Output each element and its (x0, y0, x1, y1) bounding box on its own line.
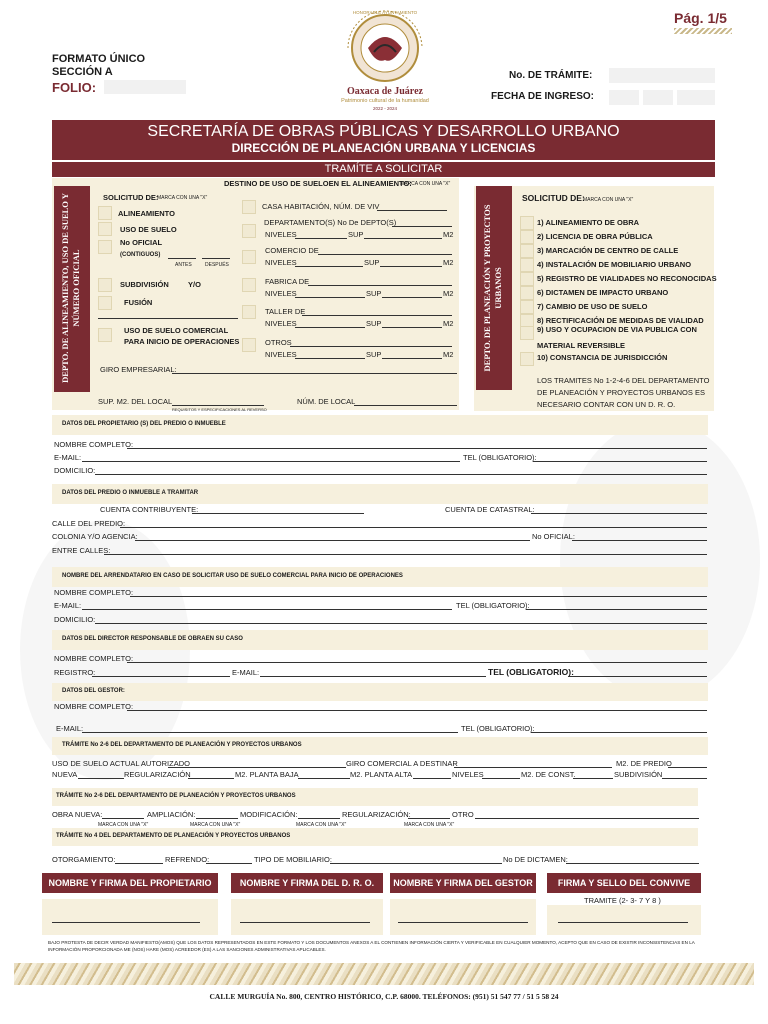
regularizacion-b-label: REGULARIZACIÓN: (342, 810, 411, 819)
fabrica-m2: M2 (443, 289, 454, 298)
cuenta-contribuyente-label: CUENTA CONTRIBUYENTE: (100, 505, 199, 514)
ampliacion-label: AMPLIACIÓN: (147, 810, 196, 819)
firma-dro-line (240, 922, 370, 923)
uso-comercial-checkbox[interactable] (98, 328, 112, 342)
propietario-domicilio-line[interactable] (95, 474, 707, 475)
comercio-sup-line[interactable] (380, 266, 442, 267)
tramite4-header: TRÁMITE No 4 DEL DEPARTAMENTO DE PLANEACIÓN Y PROYECTOS URBANOS (56, 833, 291, 839)
subdivision-26-line[interactable] (662, 778, 707, 779)
propietario-domicilio-label: DOMICILIO: (54, 466, 96, 475)
arrendatario-nombre-line[interactable] (130, 596, 707, 597)
director-tel-label: TEL (OBLIGATORIO): (488, 667, 574, 677)
destino-label: DESTINO DE USO DE SUELOEN EL ALINEAMIENTO: (224, 179, 412, 188)
fabrica-checkbox[interactable] (242, 278, 256, 292)
antes-label: ANTES (175, 262, 192, 268)
divider (98, 318, 238, 319)
item-10-label: 10) CONSTANCIA DE JURISDICCIÓN (537, 353, 668, 362)
refrendo-line[interactable] (206, 863, 252, 864)
no-tramite-input[interactable] (609, 68, 715, 83)
firma-propietario-header: NOMBRE Y FIRMA DEL PROPIETARIO (42, 873, 218, 893)
depto-niveles: NIVELES (265, 230, 297, 239)
otorgamiento-label: OTORGAMIENTO: (52, 855, 116, 864)
solicitud-label-right: SOLICITUD DE: (522, 193, 585, 203)
marca-4: MARCA CON UNA "X" (404, 822, 455, 828)
director-email-label: E-MAIL: (232, 668, 260, 677)
uso-actual-line[interactable] (168, 767, 346, 768)
firma-convive-header: FIRMA Y SELLO DEL CONVIVE (547, 873, 701, 893)
subdivision-26-label: SUBDIVISIÓN (614, 770, 663, 779)
item-5-checkbox[interactable] (520, 272, 534, 286)
firma-convive-box[interactable] (547, 905, 701, 935)
otro-label: OTRO (452, 810, 474, 819)
nueva-line[interactable] (78, 778, 124, 779)
footer-address: CALLE MURGUÍA No. 800, CENTRO HISTÓRICO, C.P. 68000. TELÉFONOS: (951) 51 547 77 / 51 5 58 24 (209, 992, 559, 1001)
firma-gestor-header: NOMBRE Y FIRMA DEL GESTOR (390, 873, 536, 893)
otros-line[interactable] (290, 346, 452, 347)
director-email-line[interactable] (260, 676, 486, 677)
tramite26a-header: TRÁMITE No 2-6 DEL DEPARTAMENTO DE PLANEACIÓN Y PROYECTOS URBANOS (62, 742, 302, 748)
otorgamiento-line[interactable] (115, 863, 163, 864)
fusion-checkbox[interactable] (98, 296, 112, 310)
predio-no-oficial-line[interactable] (572, 540, 707, 541)
item-3-label: 3) MARCACIÓN DE CENTRO DE CALLE (537, 246, 679, 255)
taller-sup: SUP (366, 319, 382, 328)
formato-title: FORMATO ÚNICO (52, 53, 146, 65)
fabrica-sup: SUP (366, 289, 382, 298)
item-2-label: 2) LICENCIA DE OBRA PÚBLICA (537, 232, 653, 241)
firma-gestor-box[interactable] (390, 899, 536, 935)
item-4-label: 4) INSTALACIÓN DE MOBILIARIO URBANO (537, 260, 692, 269)
propietario-header: DATOS DEL PROPIETARIO (S) DEL PREDIO O INMUEBLE (62, 421, 226, 427)
no-tramite-label: No. DE TRÁMITE: (509, 70, 593, 81)
item-6-checkbox[interactable] (520, 286, 534, 300)
taller-checkbox[interactable] (242, 305, 256, 319)
item-9-label: 9) USO Y OCUPACION DE VIA PUBLICA CON (537, 325, 697, 334)
folio-label: FOLIO: (52, 80, 97, 95)
arrendatario-email-line[interactable] (82, 609, 452, 610)
page-ornament (674, 28, 732, 34)
otros-sup-line[interactable] (382, 358, 442, 359)
director-nombre-label: NOMBRE COMPLETO: (54, 654, 134, 663)
comercio-checkbox[interactable] (242, 250, 256, 264)
logo-subtitle: Patrimonio cultural de la humanidad (341, 98, 429, 104)
uso-suelo-checkbox[interactable] (98, 222, 112, 236)
colonia-line[interactable] (135, 540, 530, 541)
giro-label: GIRO EMPRESARIAL: (100, 365, 177, 374)
item-1-label: 1) ALINEAMIENTO DE OBRA (537, 218, 640, 227)
gestor-email-line[interactable] (82, 732, 458, 733)
m2-const-line[interactable] (573, 778, 613, 779)
item-8-label: 8) RECTIFICACIÓN DE MEDIDAS DE VIALIDAD (537, 316, 704, 325)
fusion-label: FUSIÓN (124, 298, 153, 307)
regularizacion-label: REGULARIZACIÓN (124, 770, 191, 779)
firma-propietario-box[interactable] (42, 899, 218, 935)
arrendatario-domicilio-label: DOMICILIO: (54, 615, 96, 624)
fecha-dia-input[interactable] (609, 90, 639, 105)
otros-niveles: NIVELES (265, 350, 297, 359)
cuenta-catastral-label: CUENTA DE CATASTRAL: (445, 505, 535, 514)
calle-predio-label: CALLE DEL PREDIO: (52, 519, 126, 528)
fecha-ingreso-label: FECHA DE INGRESO: (491, 91, 594, 102)
item-6-label: 6) DICTAMEN DE IMPACTO URBANO (537, 288, 669, 297)
banner-subtitle: DIRECCIÓN DE PLANEACIÓN URBANA Y LICENCIAS (231, 141, 536, 155)
taller-m2: M2 (443, 319, 454, 328)
depto-sup-line[interactable] (364, 238, 442, 239)
gestor-nombre-line[interactable] (127, 710, 707, 711)
fabrica-line[interactable] (308, 285, 452, 286)
cuenta-catastral-line[interactable] (531, 513, 707, 514)
propietario-tel-line[interactable] (533, 461, 707, 462)
ampliacion-line[interactable] (196, 818, 238, 819)
casa-checkbox[interactable] (242, 200, 256, 214)
giro-comercial-label: GIRO COMERCIAL A DESTINAR (346, 759, 458, 768)
note-line-1: LOS TRAMITES No 1-2-4-6 DEL DEPARTAMENTO (537, 376, 710, 385)
otros-checkbox[interactable] (242, 338, 256, 352)
otros-label: OTROS (265, 338, 292, 347)
modificacion-line[interactable] (298, 818, 340, 819)
fabrica-niveles: NIVELES (265, 289, 297, 298)
subdivision-label: SUBDIVISIÓN (120, 280, 169, 289)
gestor-header-bar (52, 683, 708, 701)
tipo-mobiliario-label: TIPO DE MOBILIARIO: (254, 855, 332, 864)
calle-predio-line[interactable] (120, 527, 707, 528)
no-oficial-label: No OFICIAL (120, 238, 163, 247)
m2-planta-alta-line[interactable] (413, 778, 451, 779)
note-line-2: DE PLANEACIÓN Y PROYECTOS URBANOS ES (537, 388, 705, 397)
decorative-band (14, 963, 754, 985)
contiguos-antes-line[interactable] (168, 258, 196, 259)
main-banner (52, 120, 715, 160)
item-2-checkbox[interactable] (520, 230, 534, 244)
comercio-line[interactable] (318, 254, 452, 255)
marca-3: MARCA CON UNA "X" (296, 822, 347, 828)
right-vertical-band (476, 186, 512, 390)
taller-label: TALLER DE (265, 307, 306, 316)
cuenta-contribuyente-line[interactable] (192, 513, 364, 514)
destino-marca: MARCA CON UNA "X" (400, 181, 451, 187)
solicitud-marca-left: MARCA CON UNA "X" (157, 195, 208, 201)
m2-planta-baja-label: M2. PLANTA BAJA (235, 770, 299, 779)
arrendatario-domicilio-line[interactable] (95, 623, 707, 624)
tramite-title: TRAMÍTE A SOLICITAR (324, 163, 443, 175)
arrendatario-tel-line[interactable] (526, 609, 707, 610)
nueva-label: NUEVA (52, 770, 78, 779)
arrendatario-email-label: E-MAIL: (54, 601, 82, 610)
item-4-checkbox[interactable] (520, 258, 534, 272)
giro-line[interactable] (172, 373, 457, 374)
num-local-line[interactable] (354, 405, 457, 406)
comercio-niveles-line[interactable] (295, 266, 363, 267)
item-5-label: 5) REGISTRO DE VIALIDADES NO RECONOCIDAS (537, 274, 717, 283)
folio-input[interactable] (104, 80, 186, 94)
item-10-checkbox[interactable] (520, 352, 534, 366)
director-registro-label: REGISTRO: (54, 668, 96, 677)
no-dictamen-line[interactable] (566, 863, 699, 864)
niveles-label: NIVELES (452, 770, 484, 779)
otros-m2: M2 (443, 350, 454, 359)
predio-header: DATOS DEL PREDIO O INMUEBLE A TRAMITAR (62, 490, 199, 496)
depto-m2: M2 (443, 230, 454, 239)
depto-niveles-line[interactable] (295, 238, 347, 239)
m2-predio-label: M2. DE PREDIO (616, 759, 672, 768)
arrendatario-nombre-label: NOMBRE COMPLETO: (54, 588, 134, 597)
firma-dro-box[interactable] (231, 899, 383, 935)
sup-local-note: REQUISITOS Y ESPECIFICACIONES AL REVERSO (172, 407, 267, 412)
fabrica-niveles-line[interactable] (295, 297, 365, 298)
logo-years: 2022 - 2024 (372, 106, 398, 111)
otros-niveles-line[interactable] (295, 358, 365, 359)
firma-convive-line (558, 922, 688, 923)
contiguos-despues-line[interactable] (202, 258, 230, 259)
municipal-logo (330, 8, 440, 113)
propietario-email-line[interactable] (82, 461, 460, 462)
seccion-title: SECCIÓN A (52, 66, 113, 78)
disclaimer: BAJO PROTESTA DE DECIR VERDAD MANIFIESTO(AMOS) QUE LOS DATOS REPRESENTADOS EN ESTE FORMATO Y LOS DOCUMENTOS ANEXOS A EL CONTIENEN INFORMACIÓN CIERTA Y VERIFICABLE EN CUALQUIER MOMENTO, ACEPTO QUE EN CASO DE EXISTIR INCONSISTENCIAS EN LA INFORMACIÓN PROPORCIONADA ME (NOS) HARE (MOS) ACREEDOR (ES) A LAS SANCIONES ADMINISTRATIVAS APLICABLES. (48, 940, 695, 952)
marca-2: MARCA CON UNA "X" (190, 822, 241, 828)
propietario-email-label: E-MAIL: (54, 453, 82, 462)
fabrica-label: FABRICA DE (265, 277, 310, 286)
item-9b-label: MATERIAL REVERSIBLE (537, 341, 626, 350)
otro-line[interactable] (475, 818, 699, 819)
director-registro-line[interactable] (92, 676, 230, 677)
item-9-checkbox[interactable] (520, 326, 534, 340)
depto-label: DEPARTAMENTO(S) No De DEPTO(S) (264, 218, 397, 227)
director-tel-line[interactable] (568, 676, 707, 677)
obra-nueva-line[interactable] (102, 818, 144, 819)
logo-top-text: HONORABLE AYUNTAMIENTO (352, 10, 418, 15)
propietario-nombre-line[interactable] (127, 448, 707, 449)
uso-comercial-label-1: USO DE SUELO COMERCIAL (124, 326, 229, 335)
marca-1: MARCA CON UNA "X" (98, 822, 149, 828)
fabrica-sup-line[interactable] (382, 297, 442, 298)
logo-city: Oaxaca de Juárez (347, 86, 423, 97)
num-local-label: NÚM. DE LOCAL (297, 397, 356, 406)
depto-line[interactable] (392, 226, 452, 227)
m2-planta-alta-label: M2. PLANTA ALTA (350, 770, 413, 779)
propietario-nombre-label: NOMBRE COMPLETO: (54, 440, 134, 449)
gestor-nombre-label: NOMBRE COMPLETO: (54, 702, 134, 711)
gestor-email-label: E-MAIL: (56, 724, 84, 733)
left-vertical-label: DEPTO. DE ALINEAMIENTO, USO DE SUELO Y NÚMERO OFICIAL (60, 193, 81, 383)
propietario-tel-label: TEL (OBLIGATORIO): (463, 453, 537, 462)
solicitud-marca-right: MARCA CON UNA "X" (583, 197, 634, 203)
left-vertical-band (54, 186, 90, 392)
comercio-m2: M2 (443, 258, 454, 267)
gestor-tel-label: TEL (OBLIGATORIO): (461, 724, 535, 733)
note-line-3: NECESARIO CONTAR CON UN D. R. O. (537, 400, 676, 409)
item-7-checkbox[interactable] (520, 300, 534, 314)
item-3-checkbox[interactable] (520, 244, 534, 258)
otros-sup: SUP (366, 350, 382, 359)
regularizacion-line[interactable] (188, 778, 234, 779)
m2-planta-baja-line[interactable] (298, 778, 350, 779)
m2-const-label: M2. DE CONST. (521, 770, 576, 779)
predio-no-oficial-label: No OFICIAL: (532, 532, 575, 541)
niveles-line[interactable] (482, 778, 520, 779)
uso-comercial-label-2: PARA INICIO DE OPERACIONES (124, 337, 240, 346)
gestor-header: DATOS DEL GESTOR: (62, 688, 125, 694)
arrendatario-tel-label: TEL (OBLIGATORIO): (456, 601, 530, 610)
comercio-sup: SUP (364, 258, 380, 267)
sup-local-label: SUP. M2. DEL LOCAL (98, 397, 173, 406)
m2-predio-line[interactable] (668, 767, 707, 768)
solicitud-label-left: SOLICITUD DE: (103, 193, 159, 202)
taller-sup-line[interactable] (382, 327, 442, 328)
entre-calles-line[interactable] (104, 554, 707, 555)
taller-line[interactable] (302, 315, 452, 316)
director-header: DATOS DEL DIRECTOR RESPONSABLE DE OBRAEN SU CASO (62, 636, 243, 642)
taller-niveles: NIVELES (265, 319, 297, 328)
firma-dro-header: NOMBRE Y FIRMA DEL D. R. O. (231, 873, 383, 893)
item-7-label: 7) CAMBIO DE USO DE SUELO (537, 302, 648, 311)
no-dictamen-label: No DE DICTAMEN: (503, 855, 568, 864)
no-oficial-checkbox[interactable] (98, 240, 112, 254)
watermark-shape (560, 420, 760, 700)
casa-label: CASA HABITACIÓN, NÚM. DE VIV (262, 202, 380, 211)
colonia-label: COLONIA Y/O AGENCIA: (52, 532, 138, 541)
banner-title: SECRETARÍA DE OBRAS PÚBLICAS Y DESARROLLO URBANO (147, 123, 620, 140)
comercio-label: COMERCIO DE (265, 246, 319, 255)
modificacion-label: MODIFICACIÓN: (240, 810, 298, 819)
uso-actual-label: USO DE SUELO ACTUAL AUTORIZADO (52, 759, 190, 768)
item-1-checkbox[interactable] (520, 216, 534, 230)
contiguos-label: (CONTIGUOS) (120, 252, 161, 258)
tramite-bar (52, 162, 715, 177)
page-number: Pág. 1/5 (674, 10, 727, 26)
tramite-note: TRAMITE (2- 3- 7 Y 8 ) (584, 896, 661, 905)
arrendatario-header: NOMBRE DEL ARRENDATARIO EN CASO DE SOLICITAR USO DE SUELO COMERCIAL PARA INICIO DE OPERACIONES (62, 573, 403, 579)
alineamiento-checkbox[interactable] (98, 206, 112, 220)
refrendo-label: REFRENDO: (165, 855, 210, 864)
yo-label: Y/O (188, 280, 201, 289)
right-vertical-label: DEPTO. DE PLANEACIÓN Y PROYECTOS URBANOS (482, 204, 503, 372)
firma-propietario-line (52, 922, 200, 923)
firma-gestor-line (398, 922, 528, 923)
entre-calles-label: ENTRE CALLES: (52, 546, 111, 555)
subdivision-checkbox[interactable] (98, 278, 112, 292)
tramite26b-header: TRÁMITE No 2-6 DEL DEPARTAMENTO DE PLANEACIÓN Y PROYECTOS URBANOS (56, 793, 296, 799)
giro-comercial-line[interactable] (454, 767, 612, 768)
depto-sup: SUP (348, 230, 364, 239)
gestor-tel-line[interactable] (531, 732, 707, 733)
director-nombre-line[interactable] (127, 662, 707, 663)
casa-line[interactable] (377, 210, 447, 211)
sup-local-line[interactable] (172, 405, 264, 406)
fecha-anio-input[interactable] (677, 90, 715, 105)
obra-nueva-label: OBRA NUEVA: (52, 810, 103, 819)
fecha-mes-input[interactable] (643, 90, 673, 105)
uso-suelo-label: USO DE SUELO (120, 225, 177, 234)
regularizacion-b-line[interactable] (408, 818, 450, 819)
tipo-mobiliario-line[interactable] (330, 863, 502, 864)
comercio-niveles: NIVELES (265, 258, 297, 267)
alineamiento-label: ALINEAMIENTO (118, 209, 175, 218)
taller-niveles-line[interactable] (295, 327, 365, 328)
depto-checkbox[interactable] (242, 224, 256, 238)
despues-label: DESPUÉS (205, 262, 229, 268)
